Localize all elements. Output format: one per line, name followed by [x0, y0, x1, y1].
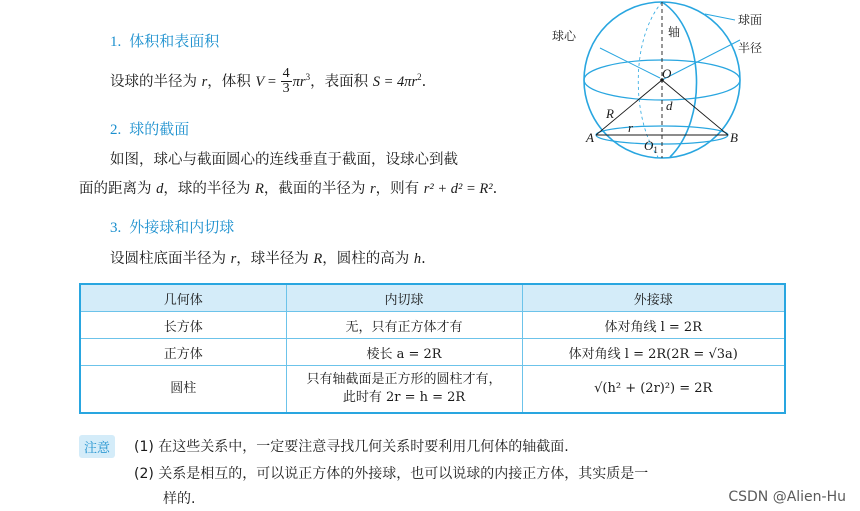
- section1-number: 1.: [110, 34, 122, 50]
- label-radius: 半径: [738, 41, 763, 55]
- section1-heading: [110, 30, 219, 51]
- csdn-watermark: CSDN @Alien-Hu: [728, 489, 846, 505]
- s2-text-a: 面的距离为: [79, 181, 157, 197]
- s1-text-b: ，体积: [207, 73, 256, 90]
- s1-exp2: 2: [417, 72, 422, 82]
- s1-text-a: 设球的半径为: [110, 73, 202, 90]
- s2-text-c: ，截面的半径为: [263, 181, 370, 197]
- s3-text-c: ，圆柱的高为: [322, 251, 414, 267]
- s1-pi-r: πr: [292, 73, 306, 90]
- label-O: O: [662, 66, 672, 81]
- header-inscribed: 内切球: [286, 284, 522, 312]
- section2-number: 2.: [110, 122, 122, 138]
- s2-text-d: ，则有: [375, 181, 424, 197]
- label-sphere-center: 球心: [552, 29, 577, 43]
- s1-text-c: ，表面积: [310, 73, 373, 90]
- label-R: R: [606, 106, 614, 121]
- note-item-1: (1) 在这些关系中，一定要注意寻找几何关系时要利用几何体的轴截面.: [134, 439, 569, 455]
- label-r: r: [628, 120, 634, 135]
- cell-cuboid-circumscribed: 体对角线 l = 2R: [522, 312, 785, 339]
- cylinder-inscribed-line2: 此时有 2r = h = 2R: [342, 390, 466, 405]
- s3-text-b: ，球半径为: [236, 251, 314, 267]
- table-header-row: [80, 284, 785, 312]
- label-A: A: [586, 130, 594, 145]
- s1-frac-num: 4: [282, 66, 290, 82]
- section3-heading: [110, 216, 234, 237]
- section2-line2: [79, 177, 497, 198]
- header-circumscribed: 外接球: [522, 284, 785, 312]
- cell-cube-inscribed: 棱长 a = 2R: [286, 339, 522, 366]
- label-d: d: [666, 98, 673, 113]
- s1-frac-den: 3: [282, 81, 290, 97]
- section2-title: 球的截面: [129, 120, 190, 138]
- cell-cube: 正方体: [80, 339, 286, 366]
- s1-S: S: [372, 73, 380, 90]
- label-O1: [644, 138, 658, 155]
- header-shape: 几何体: [80, 284, 286, 312]
- table-row: [80, 339, 785, 366]
- cell-cuboid: 长方体: [80, 312, 286, 339]
- note-item-2-line1: (2) 关系是相互的，可以说正方体的外接球，也可以说球的内接正方体，其实质是一: [134, 466, 649, 482]
- section3-title: 外接球和内切球: [129, 218, 235, 236]
- s3-text-a: 设圆柱底面半径为: [110, 251, 231, 267]
- sphere-cross-section-diagram: [540, 0, 780, 165]
- label-O1-sub: 1: [653, 145, 658, 155]
- s1-r: r: [201, 73, 208, 90]
- s2-text-b: ，球的半径为: [163, 181, 255, 197]
- s2-R: R: [254, 181, 264, 197]
- s1-S-rhs: = 4πr: [379, 73, 418, 90]
- section1-title: 体积和表面积: [129, 32, 220, 50]
- section1-text: [110, 64, 426, 96]
- s3-h: h: [413, 251, 422, 267]
- s1-exp3: 3: [305, 72, 311, 82]
- section2-line1: 如图，球心与截面圆心的连线垂直于截面，设球心到截: [110, 152, 458, 168]
- cell-cylinder-inscribed: [286, 366, 522, 414]
- meridian-arc-hidden: [638, 2, 662, 157]
- s1-eq: =: [264, 73, 280, 90]
- label-sphere-surface: 球面: [738, 13, 763, 27]
- cell-cylinder-circumscribed: √(h² + (2r)²) = 2R: [522, 366, 785, 414]
- s3-R: R: [313, 251, 323, 267]
- s3-end: .: [421, 251, 426, 267]
- section3-number: 3.: [110, 220, 122, 236]
- section2-heading: [110, 118, 189, 139]
- cell-cylinder: 圆柱: [80, 366, 286, 414]
- s2-formula: r² + d² = R²: [423, 181, 493, 197]
- table-row: [80, 366, 785, 414]
- center-pointer: [600, 48, 660, 78]
- label-O1-main: O: [644, 138, 654, 153]
- s1-V: V: [255, 73, 265, 90]
- s3-r: r: [230, 251, 237, 267]
- cylinder-inscribed-line1: 只有轴截面是正方形的圆柱才有，: [306, 372, 502, 387]
- note-badge: 注意: [79, 435, 115, 458]
- s2-d: d: [156, 181, 164, 197]
- s2-end: .: [492, 181, 498, 197]
- section3-text: [110, 247, 426, 268]
- s2-r: r: [369, 181, 376, 197]
- table-row: [80, 312, 785, 339]
- cell-cuboid-inscribed: 无，只有正方体才有: [286, 312, 522, 339]
- label-axis: 轴: [668, 25, 681, 39]
- s1-fraction: [281, 67, 292, 96]
- s1-end: .: [421, 73, 427, 90]
- cell-cube-circumscribed: 体对角线 l = 2R(2R = √3a): [522, 339, 785, 366]
- label-B: B: [730, 130, 738, 145]
- note-item-2-line2: 样的.: [163, 491, 196, 507]
- relations-table: [79, 283, 786, 414]
